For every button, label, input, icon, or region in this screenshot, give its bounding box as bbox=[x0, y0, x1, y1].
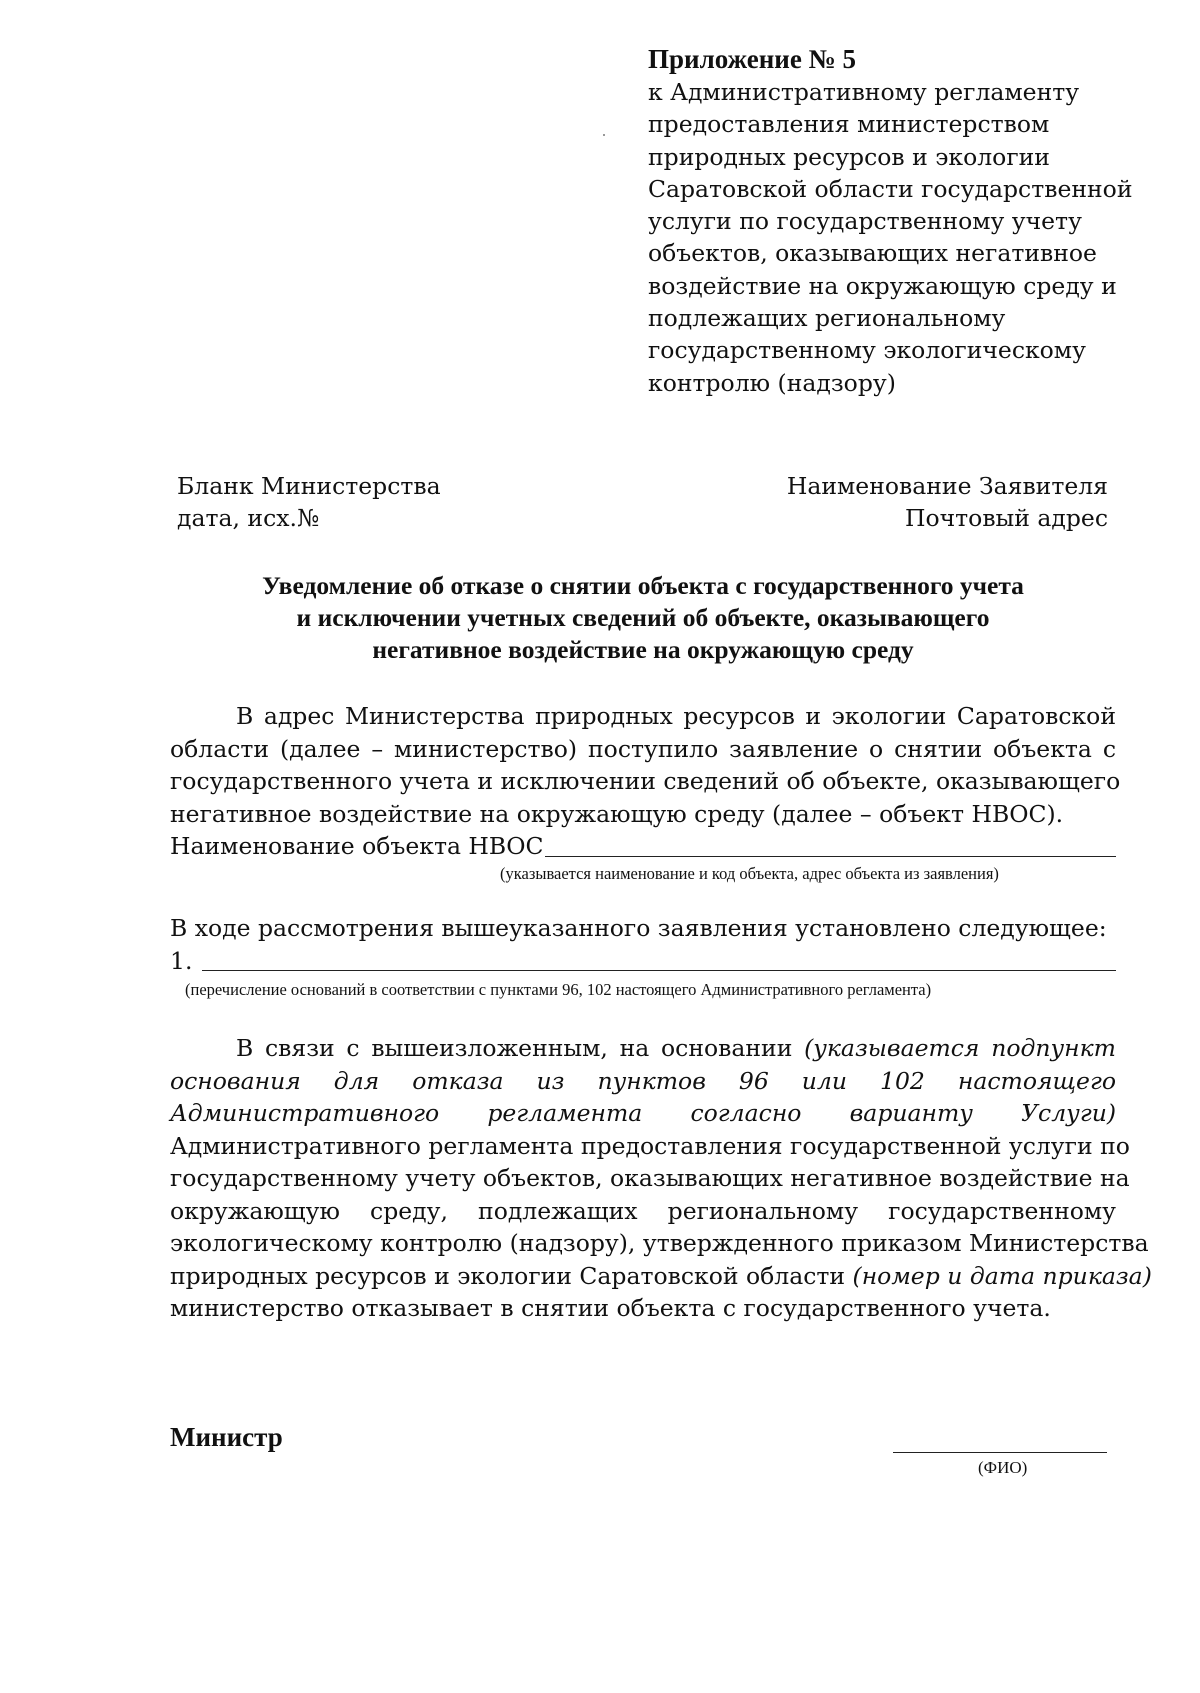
intro-paragraph bbox=[170, 700, 1121, 863]
appendix-line: воздействие на окружающую среду и bbox=[648, 271, 1117, 300]
intro-line: государственного учета и исключении сведений об объекте, оказывающего bbox=[170, 767, 1121, 795]
object-name-blank bbox=[545, 855, 1116, 857]
title-line: негативное воздействие на окружающую среду bbox=[372, 635, 914, 664]
appendix-line: объектов, оказывающих негативное bbox=[648, 239, 1097, 268]
appendix-line: услуги по государственному учету bbox=[648, 207, 1082, 236]
date-outgoing-number-label: дата, исх.№ bbox=[177, 504, 320, 532]
decision-placeholder: (указывается подпункт bbox=[804, 1034, 1116, 1062]
appendix-block bbox=[648, 42, 1133, 399]
signer-role: Министр bbox=[170, 1422, 283, 1452]
signer-name-hint: (ФИО) bbox=[978, 1458, 1028, 1477]
decision-placeholder-line: Административного регламента согласно варианту Услуги) bbox=[170, 1099, 1116, 1127]
appendix-line: природных ресурсов и экологии bbox=[648, 142, 1050, 171]
finding-item-blank bbox=[202, 969, 1116, 971]
decision-line: министерство отказывает в снятии объекта с государственного учета. bbox=[170, 1294, 1051, 1322]
decision-line: Административного регламента предоставления государственной услуги по bbox=[170, 1131, 1130, 1160]
intro-line: области (далее – министерство) поступило заявление о снятии объекта с bbox=[170, 734, 1116, 763]
object-name-row bbox=[170, 830, 1116, 863]
decision-line bbox=[170, 1032, 1116, 1065]
finding-item-number: 1. bbox=[170, 946, 193, 975]
decision-paragraph bbox=[170, 1032, 1152, 1325]
appendix-line: контролю (надзору) bbox=[648, 368, 896, 397]
scan-speck bbox=[603, 134, 605, 136]
decision-line bbox=[170, 1260, 1152, 1293]
decision-line: окружающую среду, подлежащих региональному государственному bbox=[170, 1196, 1116, 1225]
appendix-line: к Административному регламенту bbox=[648, 78, 1080, 106]
appendix-line: Саратовской области государственной bbox=[648, 174, 1133, 203]
signature-blank bbox=[893, 1452, 1107, 1453]
decision-line: экологическому контролю (надзору), утвержденного приказом Министерства bbox=[170, 1229, 1149, 1257]
findings-paragraph bbox=[170, 912, 1116, 977]
intro-line: В адрес Министерства природных ресурсов и экологии Саратовской bbox=[236, 702, 1116, 730]
decision-placeholder: (номер и дата приказа) bbox=[852, 1261, 1152, 1290]
decision-text: В связи с вышеизложенным, на основании bbox=[236, 1034, 793, 1062]
title-line: и исключении учетных сведений об объекте, оказывающего bbox=[296, 603, 990, 632]
appendix-line: государственному экологическому bbox=[648, 336, 1086, 365]
ministry-blank-label: Бланк Министерства bbox=[177, 472, 441, 500]
appendix-title: Приложение № 5 bbox=[648, 44, 856, 74]
object-name-hint: (указывается наименование и код объекта, адрес объекта из заявления) bbox=[500, 864, 999, 883]
title-line: Уведомление об отказе о снятии объекта с государственного учета bbox=[262, 571, 1024, 600]
decision-placeholder-line: основания для отказа из пунктов 96 или 102 настоящего bbox=[170, 1066, 1116, 1095]
ministry-letterhead bbox=[177, 470, 441, 534]
decision-text: природных ресурсов и экологии Саратовской области bbox=[170, 1261, 846, 1290]
applicant-name-label: Наименование Заявителя bbox=[786, 472, 1108, 500]
appendix-line: предоставления министерством bbox=[648, 110, 1050, 139]
intro-line: негативное воздействие на окружающую среду (далее – объект НВОС). bbox=[170, 799, 1064, 828]
applicant-block bbox=[787, 470, 1108, 534]
object-name-label: Наименование объекта НВОС bbox=[170, 832, 544, 860]
decision-line: государственному учету объектов, оказывающих негативное воздействие на bbox=[170, 1164, 1130, 1192]
findings-line: В ходе рассмотрения вышеуказанного заявления установлено следующее: bbox=[170, 914, 1107, 942]
finding-item-row bbox=[170, 945, 1116, 978]
appendix-line: подлежащих региональному bbox=[648, 304, 1006, 333]
postal-address-label: Почтовый адрес bbox=[905, 504, 1108, 532]
document-title bbox=[170, 570, 1116, 666]
findings-hint: (перечисление оснований в соответствии с пунктами 96, 102 настоящего Административного регламента) bbox=[185, 980, 932, 999]
